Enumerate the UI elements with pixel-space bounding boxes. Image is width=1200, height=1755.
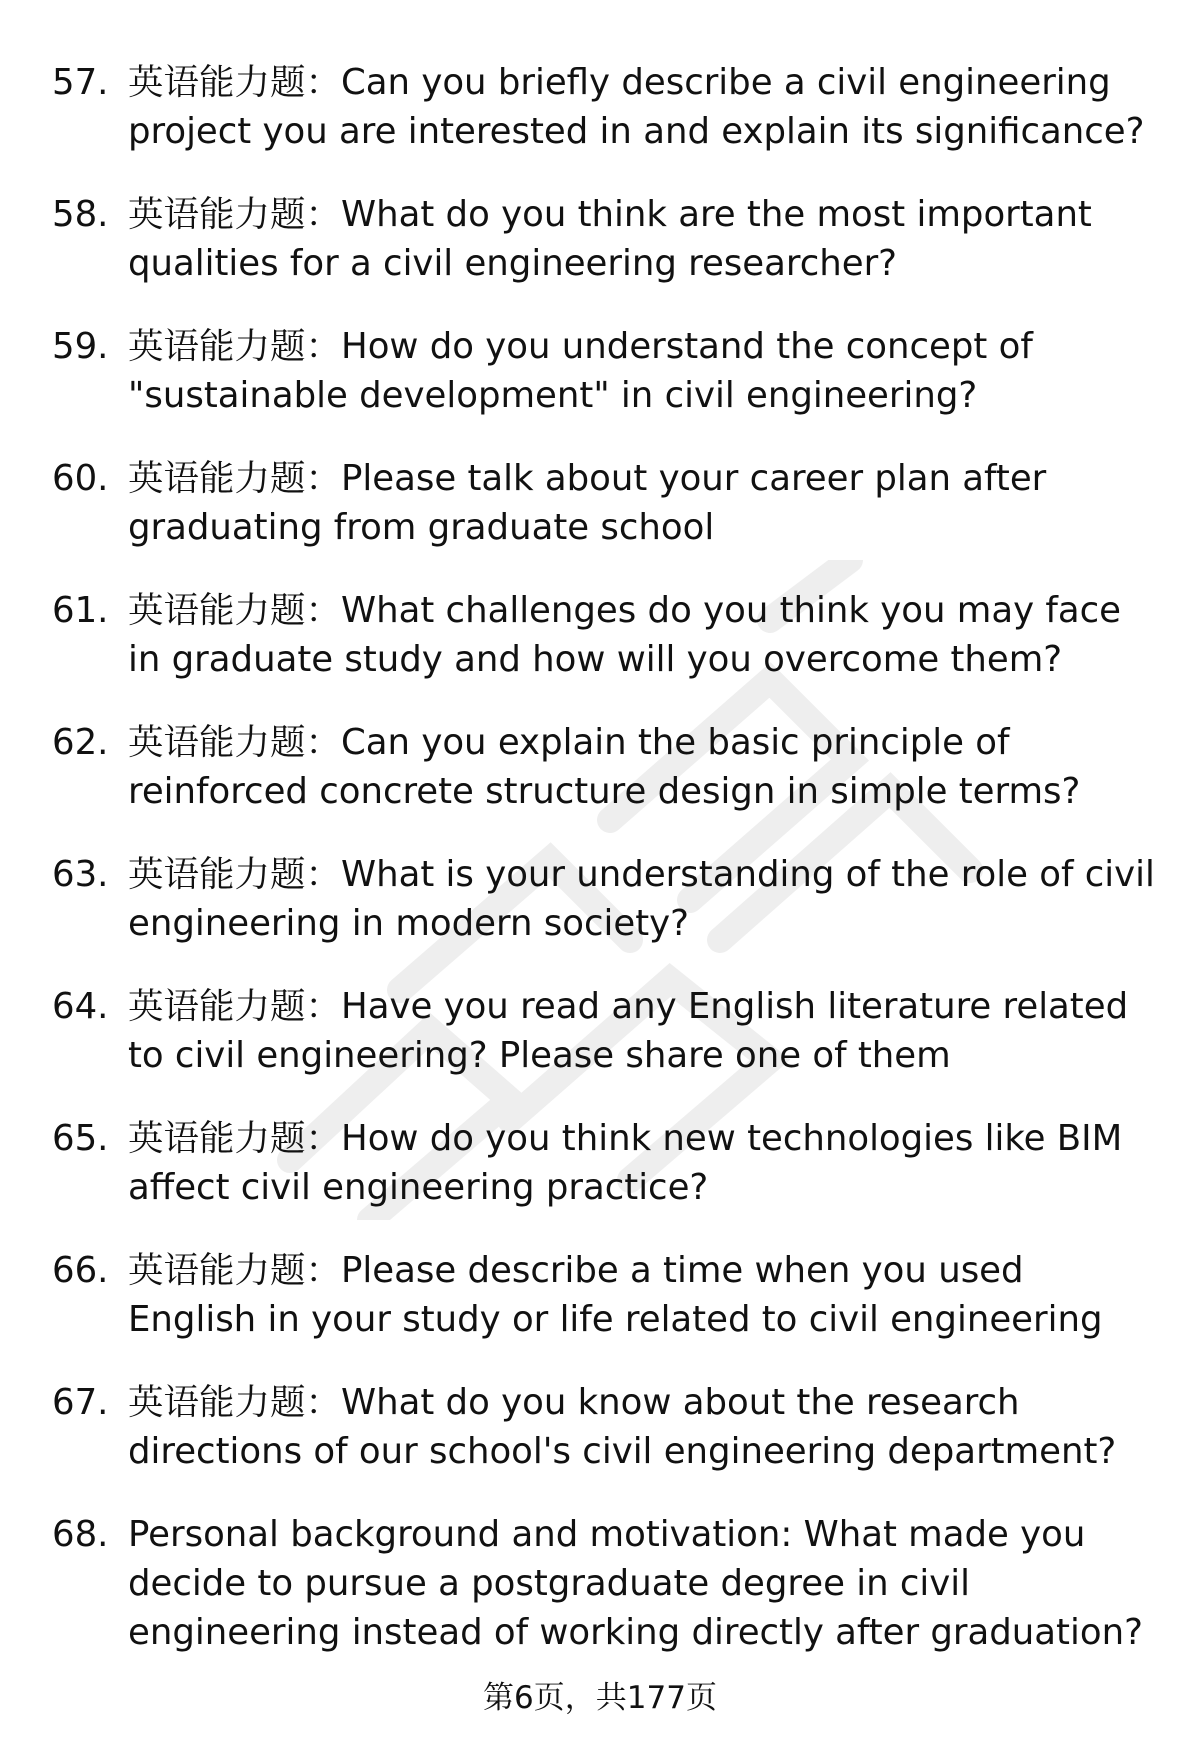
question-number: 66. — [52, 1250, 109, 1291]
list-item — [52, 1378, 1162, 1476]
question-number: 62. — [52, 722, 109, 763]
question-text: 英语能力题：What is your understanding of the role of civil engineering in modern society? — [128, 854, 1155, 944]
question-number: 64. — [52, 986, 109, 1027]
question-text: 英语能力题：Can you explain the basic principle of reinforced concrete structure design in simple terms? — [128, 722, 1081, 812]
question-list — [52, 58, 1162, 1691]
question-text: 英语能力题：Please talk about your career plan after graduating from graduate school — [128, 458, 1047, 548]
question-text: 英语能力题：How do you understand the concept of "sustainable development" in civil engineering? — [128, 326, 1033, 416]
list-item — [52, 850, 1162, 948]
question-number: 65. — [52, 1118, 109, 1159]
list-item — [52, 454, 1162, 552]
question-number: 60. — [52, 458, 109, 499]
question-number: 68. — [52, 1514, 109, 1555]
list-item — [52, 58, 1162, 156]
question-text: 英语能力题：How do you think new technologies like BIM affect civil engineering practice? — [128, 1118, 1123, 1208]
question-number: 67. — [52, 1382, 109, 1423]
list-item — [52, 190, 1162, 288]
list-item — [52, 1114, 1162, 1212]
question-text: 英语能力题：Have you read any English literature related to civil engineering? Please share one of them — [128, 986, 1129, 1076]
page-number-footer: 第6页，共177页 — [483, 1680, 717, 1716]
question-text: 英语能力题：What do you think are the most important qualities for a civil engineering researcher? — [128, 194, 1092, 284]
question-text: 英语能力题：Please describe a time when you used English in your study or life related to civil engineering — [128, 1250, 1103, 1340]
list-item — [52, 718, 1162, 816]
question-number: 58. — [52, 194, 109, 235]
question-number: 57. — [52, 62, 109, 103]
question-text: 英语能力题：What do you know about the research directions of our school's civil engineering department? — [128, 1382, 1117, 1472]
question-number: 63. — [52, 854, 109, 895]
list-item — [52, 586, 1162, 684]
list-item — [52, 1510, 1162, 1657]
question-text: Personal background and motivation: What made you decide to pursue a postgraduate degree in civil engineering instead of working directly after graduation? — [128, 1514, 1143, 1653]
list-item — [52, 982, 1162, 1080]
question-text: 英语能力题：What challenges do you think you may face in graduate study and how will you overcome them? — [128, 590, 1121, 680]
question-text: 英语能力题：Can you briefly describe a civil engineering project you are interested in and explain its significance? — [128, 62, 1145, 152]
question-number: 59. — [52, 326, 109, 367]
list-item — [52, 322, 1162, 420]
question-number: 61. — [52, 590, 109, 631]
list-item — [52, 1246, 1162, 1344]
